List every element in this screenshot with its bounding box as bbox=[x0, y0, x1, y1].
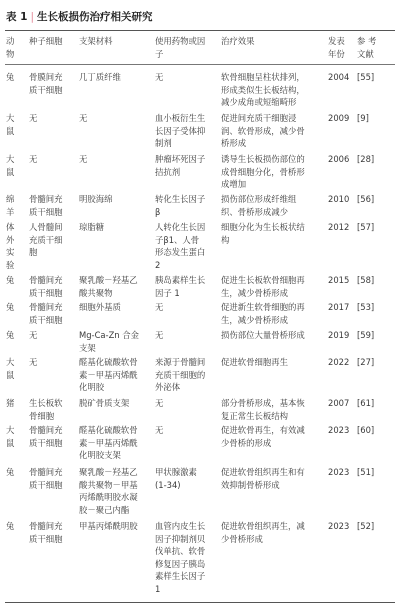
seed-cell-text-line: 骨髓间充 bbox=[29, 467, 63, 477]
row-8-year-cell bbox=[328, 329, 358, 342]
drug-text-line: 无 bbox=[155, 330, 164, 340]
row-3-animal-cell bbox=[6, 153, 26, 178]
row-5-drug-cell bbox=[155, 221, 218, 271]
row-4-effect-cell bbox=[221, 193, 326, 218]
scaffold-text-line: 琼脂糖 bbox=[79, 222, 105, 232]
row-13-effect-cell bbox=[221, 520, 326, 545]
header-rule bbox=[5, 64, 395, 65]
animal-text-line: 兔 bbox=[6, 467, 15, 477]
header-effect-cell bbox=[221, 35, 326, 48]
effect-text-line: 细胞分化为生长板状结 bbox=[221, 222, 305, 232]
row-2-effect-cell bbox=[221, 112, 326, 150]
animal-text-line: 大 bbox=[6, 357, 15, 367]
effect-text-line: 复正常生长板结构 bbox=[221, 410, 288, 421]
animal-text-line: 实 bbox=[6, 247, 15, 258]
scaffold-text-line: 素－甲基丙烯酰 bbox=[79, 437, 138, 448]
row-5-seed-cell-cell bbox=[29, 221, 73, 259]
seed-cell-text-line: 骨髓间充 bbox=[29, 425, 63, 435]
year-text-line: 2009 bbox=[328, 113, 350, 123]
scaffold-text-line: 支架材料 bbox=[79, 36, 113, 46]
year-text-line: 2010 bbox=[328, 194, 350, 204]
scaffold-text-line: 丙烯酰明胶水凝 bbox=[79, 492, 138, 503]
year-text-line: 2017 bbox=[328, 302, 350, 312]
drug-text-line: 充质干细胞的 bbox=[155, 369, 206, 380]
row-6-drug-cell bbox=[155, 274, 218, 299]
row-4-seed-cell-cell bbox=[29, 193, 73, 218]
reference-text-line: [53] bbox=[357, 302, 375, 312]
reference-text-line: [56] bbox=[357, 194, 375, 204]
animal-text-line: 鼠 bbox=[6, 369, 15, 380]
seed-cell-text-line: 无 bbox=[29, 330, 38, 340]
row-5-scaffold-cell bbox=[79, 221, 151, 234]
scaffold-text-line: 酸共聚物 bbox=[79, 287, 113, 298]
effect-text-line: 成增加 bbox=[221, 179, 247, 190]
drug-text-line: (1-34) bbox=[155, 479, 181, 490]
row-8-seed-cell-cell bbox=[29, 329, 73, 342]
effect-text-line: 促进生长板软骨细胞再 bbox=[221, 275, 305, 285]
row-1-year-cell bbox=[328, 71, 358, 84]
reference-text-line: [60] bbox=[357, 425, 375, 435]
row-4-animal-cell bbox=[6, 193, 26, 218]
scaffold-text-line: Mg-Ca-Zn 合金 bbox=[79, 330, 140, 340]
drug-text-line: 1 bbox=[155, 583, 161, 594]
header-drug-cell bbox=[155, 35, 218, 60]
effect-text-line: 诱导生长板损伤部位的 bbox=[221, 154, 305, 164]
seed-cell-text-line: 质干细胞 bbox=[29, 287, 63, 298]
row-9-scaffold-cell bbox=[79, 356, 151, 394]
reference-text-line: [59] bbox=[357, 330, 375, 340]
scaffold-text-line: 素－甲基丙烯酰 bbox=[79, 369, 138, 380]
year-text-line: 2019 bbox=[328, 330, 350, 340]
scaffold-text-line: 明胶海绵 bbox=[79, 194, 113, 204]
row-6-year-cell bbox=[328, 274, 358, 287]
row-11-animal-cell bbox=[6, 424, 26, 449]
effect-text-line: 治疗效果 bbox=[221, 36, 255, 46]
scaffold-text-line: 支架 bbox=[79, 342, 96, 353]
effect-text-line: 损伤部位形成纤维组 bbox=[221, 194, 297, 204]
row-10-seed-cell-cell bbox=[29, 397, 73, 422]
row-2-animal-cell bbox=[6, 112, 26, 137]
year-text-line: 2006 bbox=[328, 154, 350, 164]
row-9-reference-cell bbox=[357, 356, 395, 369]
row-9-animal-cell bbox=[6, 356, 26, 381]
row-5-reference-cell bbox=[357, 221, 395, 234]
seed-cell-text-line: 骨细胞 bbox=[29, 410, 55, 421]
row-3-scaffold-cell bbox=[79, 153, 151, 166]
effect-text-line: 少骨桥形成 bbox=[221, 533, 263, 544]
animal-text-line: 兔 bbox=[6, 275, 15, 285]
row-5-effect-cell bbox=[221, 221, 326, 246]
animal-text-line: 绵 bbox=[6, 194, 15, 204]
drug-text-line: 甲状腺激素 bbox=[155, 467, 197, 477]
seed-cell-text-line: 质干细胞 bbox=[29, 206, 63, 217]
drug-text-line: 制剂 bbox=[155, 138, 172, 149]
row-2-scaffold-cell bbox=[79, 112, 151, 125]
row-12-reference-cell bbox=[357, 466, 395, 479]
seed-cell-text-line: 质干细胞 bbox=[29, 479, 63, 490]
row-12-effect-cell bbox=[221, 466, 326, 491]
top-rule bbox=[5, 30, 395, 31]
row-6-reference-cell bbox=[357, 274, 395, 287]
scaffold-text-line: 化明胶支架 bbox=[79, 450, 121, 461]
row-10-drug-cell bbox=[155, 397, 218, 410]
seed-cell-text-line: 胞 bbox=[29, 247, 38, 258]
animal-text-line: 大 bbox=[6, 154, 15, 164]
animal-text-line: 鼠 bbox=[6, 437, 15, 448]
row-8-effect-cell bbox=[221, 329, 326, 342]
row-7-year-cell bbox=[328, 301, 358, 314]
scaffold-text-line: 聚乳酸－羟基乙 bbox=[79, 467, 138, 477]
row-13-drug-cell bbox=[155, 520, 218, 596]
header-animal-cell bbox=[6, 35, 26, 60]
animal-text-line: 羊 bbox=[6, 206, 15, 217]
seed-cell-text-line: 种子细胞 bbox=[29, 36, 63, 46]
row-1-animal-cell bbox=[6, 71, 26, 84]
row-4-drug-cell bbox=[155, 193, 218, 218]
effect-text-line: 形成类似生长板结构， bbox=[221, 84, 305, 95]
row-8-reference-cell bbox=[357, 329, 395, 342]
animal-text-line: 猪 bbox=[6, 398, 15, 408]
header-scaffold-cell bbox=[79, 35, 151, 48]
header-reference-cell bbox=[357, 35, 395, 60]
year-text-line: 2023 bbox=[328, 425, 350, 435]
drug-text-line: 血管内皮生长 bbox=[155, 521, 206, 531]
animal-text-line: 验 bbox=[6, 259, 15, 270]
animal-text-line: 兔 bbox=[6, 521, 15, 531]
effect-text-line: 促进软骨细胞再生 bbox=[221, 357, 288, 367]
effect-text-line: 促进软骨组织再生，减 bbox=[221, 521, 305, 531]
effect-text-line: 生，减少骨桥形成 bbox=[221, 314, 288, 325]
animal-text-line: 动 bbox=[6, 36, 15, 46]
row-11-scaffold-cell bbox=[79, 424, 151, 462]
row-10-reference-cell bbox=[357, 397, 395, 410]
row-12-year-cell bbox=[328, 466, 358, 479]
drug-text-line: 无 bbox=[155, 72, 164, 82]
drug-text-line: 因子 1 bbox=[155, 287, 180, 298]
row-4-scaffold-cell bbox=[79, 193, 151, 206]
effect-text-line: 少骨桥的形成 bbox=[221, 437, 272, 448]
row-11-effect-cell bbox=[221, 424, 326, 449]
row-6-scaffold-cell bbox=[79, 274, 151, 299]
header-year-cell bbox=[328, 35, 358, 60]
effect-text-line: 效抑制骨桥形成 bbox=[221, 479, 280, 490]
drug-text-line: 无 bbox=[155, 398, 164, 408]
seed-cell-text-line: 骨髓间充 bbox=[29, 275, 63, 285]
row-8-scaffold-cell bbox=[79, 329, 151, 354]
effect-text-line: 成骨细胞分化，骨桥形 bbox=[221, 166, 305, 177]
drug-text-line: 无 bbox=[155, 302, 164, 312]
row-1-scaffold-cell bbox=[79, 71, 151, 84]
scaffold-text-line: 脱矿骨质支架 bbox=[79, 398, 130, 408]
row-3-drug-cell bbox=[155, 153, 218, 178]
seed-cell-text-line: 充质干细 bbox=[29, 234, 63, 245]
seed-cell-text-line: 骨髓间充 bbox=[29, 521, 63, 531]
row-6-animal-cell bbox=[6, 274, 26, 287]
reference-text-line: [52] bbox=[357, 521, 375, 531]
row-1-seed-cell-cell bbox=[29, 71, 73, 96]
row-1-drug-cell bbox=[155, 71, 218, 84]
row-13-animal-cell bbox=[6, 520, 26, 533]
row-9-seed-cell-cell bbox=[29, 356, 73, 369]
row-3-seed-cell-cell bbox=[29, 153, 73, 166]
row-2-drug-cell bbox=[155, 112, 218, 150]
row-4-reference-cell bbox=[357, 193, 395, 206]
table-number: 表 1 bbox=[6, 11, 28, 23]
year-text-line: 2012 bbox=[328, 222, 350, 232]
row-9-year-cell bbox=[328, 356, 358, 369]
row-7-seed-cell-cell bbox=[29, 301, 73, 326]
seed-cell-text-line: 无 bbox=[29, 113, 38, 123]
reference-text-line: [9] bbox=[357, 113, 369, 123]
drug-text-line: 无 bbox=[155, 425, 164, 435]
drug-text-line: 素样生长因子 bbox=[155, 571, 206, 582]
animal-text-line: 体 bbox=[6, 222, 15, 232]
year-text-line: 2015 bbox=[328, 275, 350, 285]
drug-text-line: 因子抑制剂贝 bbox=[155, 533, 206, 544]
row-3-year-cell bbox=[328, 153, 358, 166]
drug-text-line: 伐单抗、软骨 bbox=[155, 546, 206, 557]
seed-cell-text-line: 质干细胞 bbox=[29, 314, 63, 325]
seed-cell-text-line: 骨膜间充 bbox=[29, 72, 63, 82]
effect-text-line: 促进间充质干细胞浸 bbox=[221, 113, 297, 123]
row-5-animal-cell bbox=[6, 221, 26, 271]
effect-text-line: 损伤部位大量骨桥形成 bbox=[221, 330, 305, 340]
year-text-line: 2023 bbox=[328, 467, 350, 477]
row-13-reference-cell bbox=[357, 520, 395, 533]
scaffold-text-line: 无 bbox=[79, 154, 88, 164]
reference-text-line: [27] bbox=[357, 357, 375, 367]
row-12-scaffold-cell bbox=[79, 466, 151, 516]
row-5-year-cell bbox=[328, 221, 358, 234]
drug-text-line: 外泌体 bbox=[155, 382, 181, 393]
reference-text-line: [61] bbox=[357, 398, 375, 408]
row-3-reference-cell bbox=[357, 153, 395, 166]
year-text-line: 2007 bbox=[328, 398, 350, 408]
row-2-reference-cell bbox=[357, 112, 395, 125]
scaffold-text-line: 几丁质纤维 bbox=[79, 72, 121, 82]
drug-text-line: 胰岛素样生长 bbox=[155, 275, 206, 285]
drug-text-line: 子 bbox=[155, 48, 164, 59]
row-2-seed-cell-cell bbox=[29, 112, 73, 125]
reference-text-line: [58] bbox=[357, 275, 375, 285]
scaffold-text-line: 胶－聚己内酯 bbox=[79, 504, 130, 515]
table-caption bbox=[6, 9, 153, 24]
animal-text-line: 大 bbox=[6, 425, 15, 435]
drug-text-line: 使用药物或因 bbox=[155, 36, 206, 46]
row-10-effect-cell bbox=[221, 397, 326, 422]
row-1-reference-cell bbox=[357, 71, 395, 84]
row-7-reference-cell bbox=[357, 301, 395, 314]
bottom-rule bbox=[5, 602, 395, 603]
year-text-line: 2022 bbox=[328, 357, 350, 367]
row-7-scaffold-cell bbox=[79, 301, 151, 314]
drug-text-line: 来源于骨髓间 bbox=[155, 357, 206, 367]
row-8-drug-cell bbox=[155, 329, 218, 342]
row-4-year-cell bbox=[328, 193, 358, 206]
reference-text-line: 文献 bbox=[357, 48, 374, 59]
seed-cell-text-line: 无 bbox=[29, 154, 38, 164]
animal-text-line: 鼠 bbox=[6, 125, 15, 136]
row-10-scaffold-cell bbox=[79, 397, 151, 410]
reference-text-line: [57] bbox=[357, 222, 375, 232]
row-9-effect-cell bbox=[221, 356, 326, 369]
effect-text-line: 构 bbox=[221, 234, 230, 245]
drug-text-line: 拮抗剂 bbox=[155, 166, 181, 177]
scaffold-text-line: 细胞外基质 bbox=[79, 302, 121, 312]
reference-text-line: [51] bbox=[357, 467, 375, 477]
row-12-drug-cell bbox=[155, 466, 218, 491]
effect-text-line: 部分骨桥形成，基本恢 bbox=[221, 398, 305, 408]
row-7-drug-cell bbox=[155, 301, 218, 314]
row-11-seed-cell-cell bbox=[29, 424, 73, 449]
row-12-animal-cell bbox=[6, 466, 26, 479]
row-10-animal-cell bbox=[6, 397, 26, 410]
seed-cell-text-line: 质干细胞 bbox=[29, 437, 63, 448]
animal-text-line: 外 bbox=[6, 234, 15, 245]
row-7-effect-cell bbox=[221, 301, 326, 326]
scaffold-text-line: 无 bbox=[79, 113, 88, 123]
seed-cell-text-line: 人骨髓间 bbox=[29, 222, 63, 232]
drug-text-line: 子β1、人骨 bbox=[155, 234, 200, 245]
effect-text-line: 减少成角或短缩畸形 bbox=[221, 97, 297, 108]
animal-text-line: 兔 bbox=[6, 72, 15, 82]
row-11-drug-cell bbox=[155, 424, 218, 437]
drug-text-line: 2 bbox=[155, 259, 161, 270]
effect-text-line: 促进软骨再生，有效减 bbox=[221, 425, 305, 435]
reference-text-line: [55] bbox=[357, 72, 375, 82]
row-11-year-cell bbox=[328, 424, 358, 437]
effect-text-line: 润、软骨形成，减少骨 bbox=[221, 125, 305, 136]
row-2-year-cell bbox=[328, 112, 358, 125]
row-8-animal-cell bbox=[6, 329, 26, 342]
animal-text-line: 物 bbox=[6, 48, 15, 59]
row-1-effect-cell bbox=[221, 71, 326, 109]
animal-text-line: 兔 bbox=[6, 330, 15, 340]
drug-text-line: 形态发生蛋白 bbox=[155, 247, 206, 258]
seed-cell-text-line: 质干细胞 bbox=[29, 533, 63, 544]
effect-text-line: 生，减少骨桥形成 bbox=[221, 287, 288, 298]
scaffold-text-line: 甲基丙烯酰明胶 bbox=[79, 521, 138, 531]
row-9-drug-cell bbox=[155, 356, 218, 394]
animal-text-line: 大 bbox=[6, 113, 15, 123]
reference-text-line: 参 考 bbox=[357, 36, 377, 46]
effect-text-line: 织、骨桥形成减少 bbox=[221, 206, 288, 217]
animal-text-line: 兔 bbox=[6, 302, 15, 312]
seed-cell-text-line: 无 bbox=[29, 357, 38, 367]
row-6-effect-cell bbox=[221, 274, 326, 299]
seed-cell-text-line: 骨髓间充 bbox=[29, 194, 63, 204]
drug-text-line: 血小板衍生生 bbox=[155, 113, 206, 123]
seed-cell-text-line: 生长板软 bbox=[29, 398, 63, 408]
drug-text-line: 人转化生长因 bbox=[155, 222, 206, 232]
row-13-scaffold-cell bbox=[79, 520, 151, 533]
year-text-line: 发表 bbox=[328, 36, 345, 46]
scaffold-text-line: 聚乳酸－羟基乙 bbox=[79, 275, 138, 285]
effect-text-line: 软骨细胞呈柱状排列， bbox=[221, 72, 305, 82]
table-title: 生长板损伤治疗相关研究 bbox=[37, 11, 153, 23]
year-text-line: 2023 bbox=[328, 521, 350, 531]
row-10-year-cell bbox=[328, 397, 358, 410]
row-12-seed-cell-cell bbox=[29, 466, 73, 491]
scaffold-text-line: 酸共聚物－甲基 bbox=[79, 479, 138, 490]
caption-separator: | bbox=[30, 11, 35, 23]
effect-text-line: 促进软骨组织再生和有 bbox=[221, 467, 305, 477]
row-3-effect-cell bbox=[221, 153, 326, 191]
seed-cell-text-line: 质干细胞 bbox=[29, 84, 63, 95]
drug-text-line: 长因子受体抑 bbox=[155, 125, 206, 136]
row-7-animal-cell bbox=[6, 301, 26, 314]
scaffold-text-line: 醛基化硫酸软骨 bbox=[79, 357, 138, 367]
year-text-line: 2004 bbox=[328, 72, 350, 82]
drug-text-line: 肿瘤坏死因子 bbox=[155, 154, 206, 164]
animal-text-line: 鼠 bbox=[6, 166, 15, 177]
row-13-year-cell bbox=[328, 520, 358, 533]
drug-text-line: 修复因子胰岛 bbox=[155, 558, 206, 569]
scaffold-text-line: 醛基化硫酸软骨 bbox=[79, 425, 138, 435]
row-13-seed-cell-cell bbox=[29, 520, 73, 545]
reference-text-line: [28] bbox=[357, 154, 375, 164]
drug-text-line: 转化生长因子 bbox=[155, 194, 206, 204]
header-seed-cell-cell bbox=[29, 35, 73, 48]
scaffold-text-line: 化明胶 bbox=[79, 382, 105, 393]
year-text-line: 年份 bbox=[328, 48, 345, 59]
seed-cell-text-line: 骨髓间充 bbox=[29, 302, 63, 312]
effect-text-line: 桥形成 bbox=[221, 138, 247, 149]
row-6-seed-cell-cell bbox=[29, 274, 73, 299]
effect-text-line: 促进新生软骨细胞的再 bbox=[221, 302, 305, 312]
row-11-reference-cell bbox=[357, 424, 395, 437]
drug-text-line: β bbox=[155, 206, 161, 217]
